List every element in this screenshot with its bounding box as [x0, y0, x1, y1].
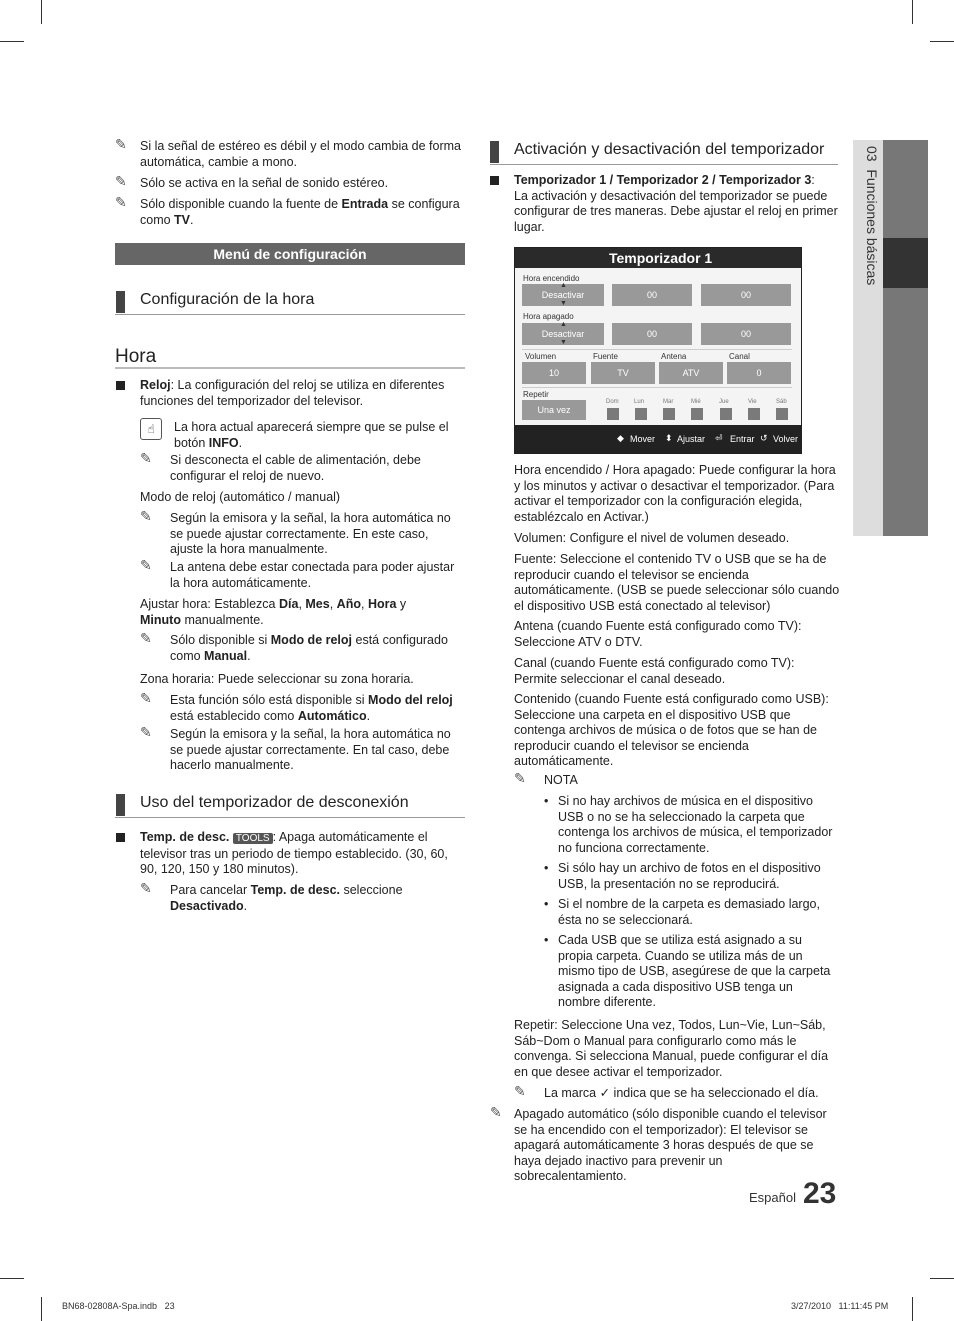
osd-title: Temporizador 1: [515, 248, 801, 268]
zona-note-2: ✎ Según la emisora y la señal, la hora automática no se puede ajustar correctamente. En tal caso, debe hacerlo manualmente.: [140, 724, 451, 772]
canal-paragraph: Canal (cuando Fuente está configurado como TV): Permite seleccionar el canal deseado.: [514, 656, 795, 686]
checkmark-icon: ✓: [599, 1086, 611, 1100]
bullet: [116, 833, 125, 842]
osd-day-label: Sáb: [776, 399, 787, 405]
pencil-icon: ✎: [140, 508, 152, 524]
adjust-icon: ⬍: [665, 433, 673, 443]
apagado-note: ✎ Apagado automático (sólo disponible cuando el televisor se ha encendido con el temporizador): El televisor se apagará automáticamente 3 horas después de que se haya dejado inactivo para prevenir un sobrecalentamiento.: [490, 1104, 827, 1183]
divider: [115, 817, 465, 818]
pencil-icon: ✎: [140, 690, 152, 706]
osd-day-label: Dom: [606, 399, 619, 405]
list-item: • Si sólo hay un archivo de fotos en el dispositivo USB, la presentación no se reproducirá.: [544, 861, 821, 891]
fuente-paragraph: Fuente: Seleccione el contenido TV o USB que se ha de reproducir cuando el televisor se encienda automáticamente. (USB se puede seleccionar sólo cuando el dispositivo USB está conectado al televisor): [514, 552, 840, 613]
bullet: [116, 381, 125, 390]
marca-note: ✎ La marca ✓ indica que se ha seleccionado el día.: [514, 1083, 819, 1100]
bullet-dot: •: [544, 933, 549, 947]
section-marker: [490, 141, 499, 163]
footer-date: 3/27/2010 11:11:45 PM: [791, 1301, 889, 1311]
contenido-paragraph: Contenido (cuando Fuente está configurado como USB): Seleccione una carpeta en el dispositivo USB que contenga archivos de música o de fotos que se han de reproducir cuando el televisor se encienda automáticamente.: [514, 692, 829, 768]
side-tab-marker: [883, 238, 928, 288]
temp-desc-paragraph: Temp. de desc. TOOLS : Apaga automáticamente el televisor tras un periodo de tiempo establecido. (30, 60, 90, 120, 150 y 180 minutos).: [140, 830, 448, 876]
pencil-icon: ✎: [140, 630, 152, 646]
osd-repeat[interactable]: Una vez: [522, 400, 586, 420]
osd-vol-label: Volumen: [525, 352, 557, 361]
reloj-paragraph: Reloj: La configuración del reloj se utiliza en diferentes funciones del temporizador del televisor.: [140, 378, 445, 408]
temporizador-bullet: Temporizador 1 / Temporizador 2 / Temporizador 3: La activación y desactivación del temporizador se puede configurar de tres maneras. Debe ajustar el reloj en primer lugar.: [514, 173, 838, 234]
osd-day-label: Jue: [719, 399, 729, 405]
list-item: • Si el nombre de la carpeta es demasiado largo, ésta no se seleccionará.: [544, 897, 820, 927]
bullet-dot: •: [544, 897, 549, 911]
tools-badge: TOOLS: [233, 833, 273, 844]
osd-foot-back: Volver: [773, 434, 799, 444]
pencil-icon: ✎: [115, 173, 127, 189]
osd-day-label: Mié: [691, 399, 701, 405]
osd-source[interactable]: TV: [591, 362, 655, 384]
osd-volume[interactable]: 10: [522, 362, 586, 384]
section-marker: [116, 291, 125, 313]
move-icon: ◆: [617, 433, 624, 443]
section-title-activacion: Activación y desactivación del temporizador: [514, 141, 825, 158]
bullet-dot: •: [544, 794, 549, 808]
pencil-icon: ✎: [514, 1083, 526, 1099]
pencil-icon: ✎: [140, 450, 152, 466]
osd-footer: [515, 425, 801, 453]
info-note: La hora actual aparecerá siempre que se pulse el botón INFO.: [174, 420, 449, 450]
bullet: [490, 176, 499, 185]
section-marker: [116, 794, 125, 816]
modo-note-2: ✎ La antena debe estar conectada para poder ajustar la hora automáticamente.: [140, 557, 455, 590]
pencil-icon: ✎: [115, 136, 127, 152]
osd-antenna[interactable]: ATV: [659, 362, 723, 384]
osd-on-hour[interactable]: 00: [612, 284, 692, 306]
temp-note: ✎ Para cancelar Temp. de desc. seleccione Desactivado.: [140, 880, 403, 913]
osd-day-checkbox[interactable]: [691, 408, 703, 420]
pencil-icon: ✎: [140, 557, 152, 573]
side-tab-label: 03 Funciones básicas: [864, 146, 880, 286]
divider: [115, 367, 465, 369]
osd-day-checkbox[interactable]: [663, 408, 675, 420]
note-input-tv: ✎ Sólo disponible cuando la fuente de Entrada se configura como TV.: [115, 194, 460, 227]
osd-foot-enter: Entrar: [730, 434, 755, 444]
note-stereo-only: ✎ Sólo se activa en la señal de sonido estéreo.: [115, 173, 389, 190]
page-number: 23: [803, 1177, 837, 1210]
osd-rep-label: Repetir: [523, 390, 549, 399]
section-title-config: Configuración de la hora: [140, 291, 315, 308]
osd-on-select[interactable]: Desactivar ▲ ▼: [522, 284, 604, 306]
osd-off-min[interactable]: 00: [701, 323, 791, 345]
ajustar-hora: Ajustar hora: Establezca Día, Mes, Año, Hora y Minuto manualmente.: [140, 597, 407, 627]
osd-off-hour[interactable]: 00: [612, 323, 692, 345]
side-tab-band: [883, 140, 928, 536]
enter-icon: ⏎: [715, 433, 723, 443]
return-icon: ↺: [760, 433, 768, 443]
hora-heading: Hora: [115, 346, 157, 367]
osd-off-label: Hora apagado: [523, 312, 574, 321]
osd-day-checkbox[interactable]: [776, 408, 788, 420]
pencil-icon: ✎: [140, 880, 152, 896]
osd-day-checkbox[interactable]: [607, 408, 619, 420]
modo-reloj-title: Modo de reloj (automático / manual): [140, 490, 341, 504]
modo-note-1: ✎ Según la emisora y la señal, la hora automática no se puede ajustar correctamente. En este caso, ajuste la hora manualmente.: [140, 508, 451, 556]
osd-off-select[interactable]: Desactivar ▲ ▼: [522, 323, 604, 345]
list-item: • Cada USB que se utiliza está asignado a su propia carpeta. Cuando se utiliza más de un mismo tipo de USB, asegúrese de que la carpeta asignada a cada dispositivo USB tenga un nombre diferente.: [544, 933, 831, 1009]
list-item: • Si no hay archivos de música en el dispositivo USB o no se ha seleccionado la carpeta que contenga los archivos de música, el temporizador no funciona correctamente.: [544, 794, 833, 855]
pencil-icon: ✎: [490, 1104, 502, 1120]
cable-note: ✎ Si desconecta el cable de alimentación, debe configurar el reloj de nuevo.: [140, 450, 421, 483]
osd-day-label: Mar: [663, 399, 674, 405]
hora-encendido-paragraph: Hora encendido / Hora apagado: Puede configurar la hora y los minutos y activar o desactivar el temporizador. (Para activar el temporizador con la configuración elegida, establézcalo en Activar.): [514, 463, 836, 524]
osd-day-checkbox[interactable]: [720, 408, 732, 420]
osd-foot-adjust: Ajustar: [677, 434, 706, 444]
osd-src-label: Fuente: [593, 352, 618, 361]
volumen-paragraph: Volumen: Configure el nivel de volumen deseado.: [514, 531, 790, 545]
bullet-dot: •: [544, 861, 549, 875]
divider: [490, 164, 838, 165]
osd-ant-label: Antena: [661, 352, 687, 361]
timer-osd: [514, 247, 802, 454]
osd-on-label: Hora encendido: [523, 274, 580, 283]
zona-horaria: Zona horaria: Puede seleccionar su zona horaria.: [140, 672, 414, 686]
osd-ch-label: Canal: [729, 352, 750, 361]
note-stereo-weak: ✎ Si la señal de estéreo es débil y el modo cambia de forma automática, cambie a mono.: [115, 136, 462, 169]
osd-on-min[interactable]: 00: [701, 284, 791, 306]
osd-day-label: Lun: [634, 399, 645, 405]
osd-day-checkbox[interactable]: [748, 408, 760, 420]
hand-icon: ☝: [140, 418, 162, 440]
zona-note-1: ✎ Esta función sólo está disponible si Modo del reloj está establecido como Automático.: [140, 690, 453, 723]
ajustar-note: ✎ Sólo disponible si Modo de reloj está configurado como Manual.: [140, 630, 448, 663]
footer-language: Español: [749, 1190, 796, 1205]
antena-paragraph: Antena (cuando Fuente está configurado como TV): Seleccione ATV o DTV.: [514, 619, 802, 649]
osd-channel[interactable]: 0: [727, 362, 791, 384]
nota-heading: ✎ NOTA: [514, 770, 578, 787]
pencil-icon: ✎: [140, 724, 152, 740]
repetir-paragraph: Repetir: Seleccione Una vez, Todos, Lun~Vie, Lun~Sáb, Sáb~Dom o Manual para configurarlo como más le convenga. Si selecciona Manual, puede configurar el día en que desee activar el temporizador.: [514, 1018, 829, 1079]
osd-day-label: Vie: [748, 399, 757, 405]
pencil-icon: ✎: [514, 770, 526, 786]
menu-bar: Menú de configuración: [115, 243, 465, 265]
section-title-temp: Uso del temporizador de desconexión: [140, 794, 409, 811]
divider: [115, 314, 465, 315]
footer-file: BN68-02808A-Spa.indb 23: [62, 1301, 175, 1311]
pencil-icon: ✎: [115, 194, 127, 210]
osd-foot-move: Mover: [630, 434, 656, 444]
osd-day-checkbox[interactable]: [635, 408, 647, 420]
nota-list: [544, 794, 838, 1011]
